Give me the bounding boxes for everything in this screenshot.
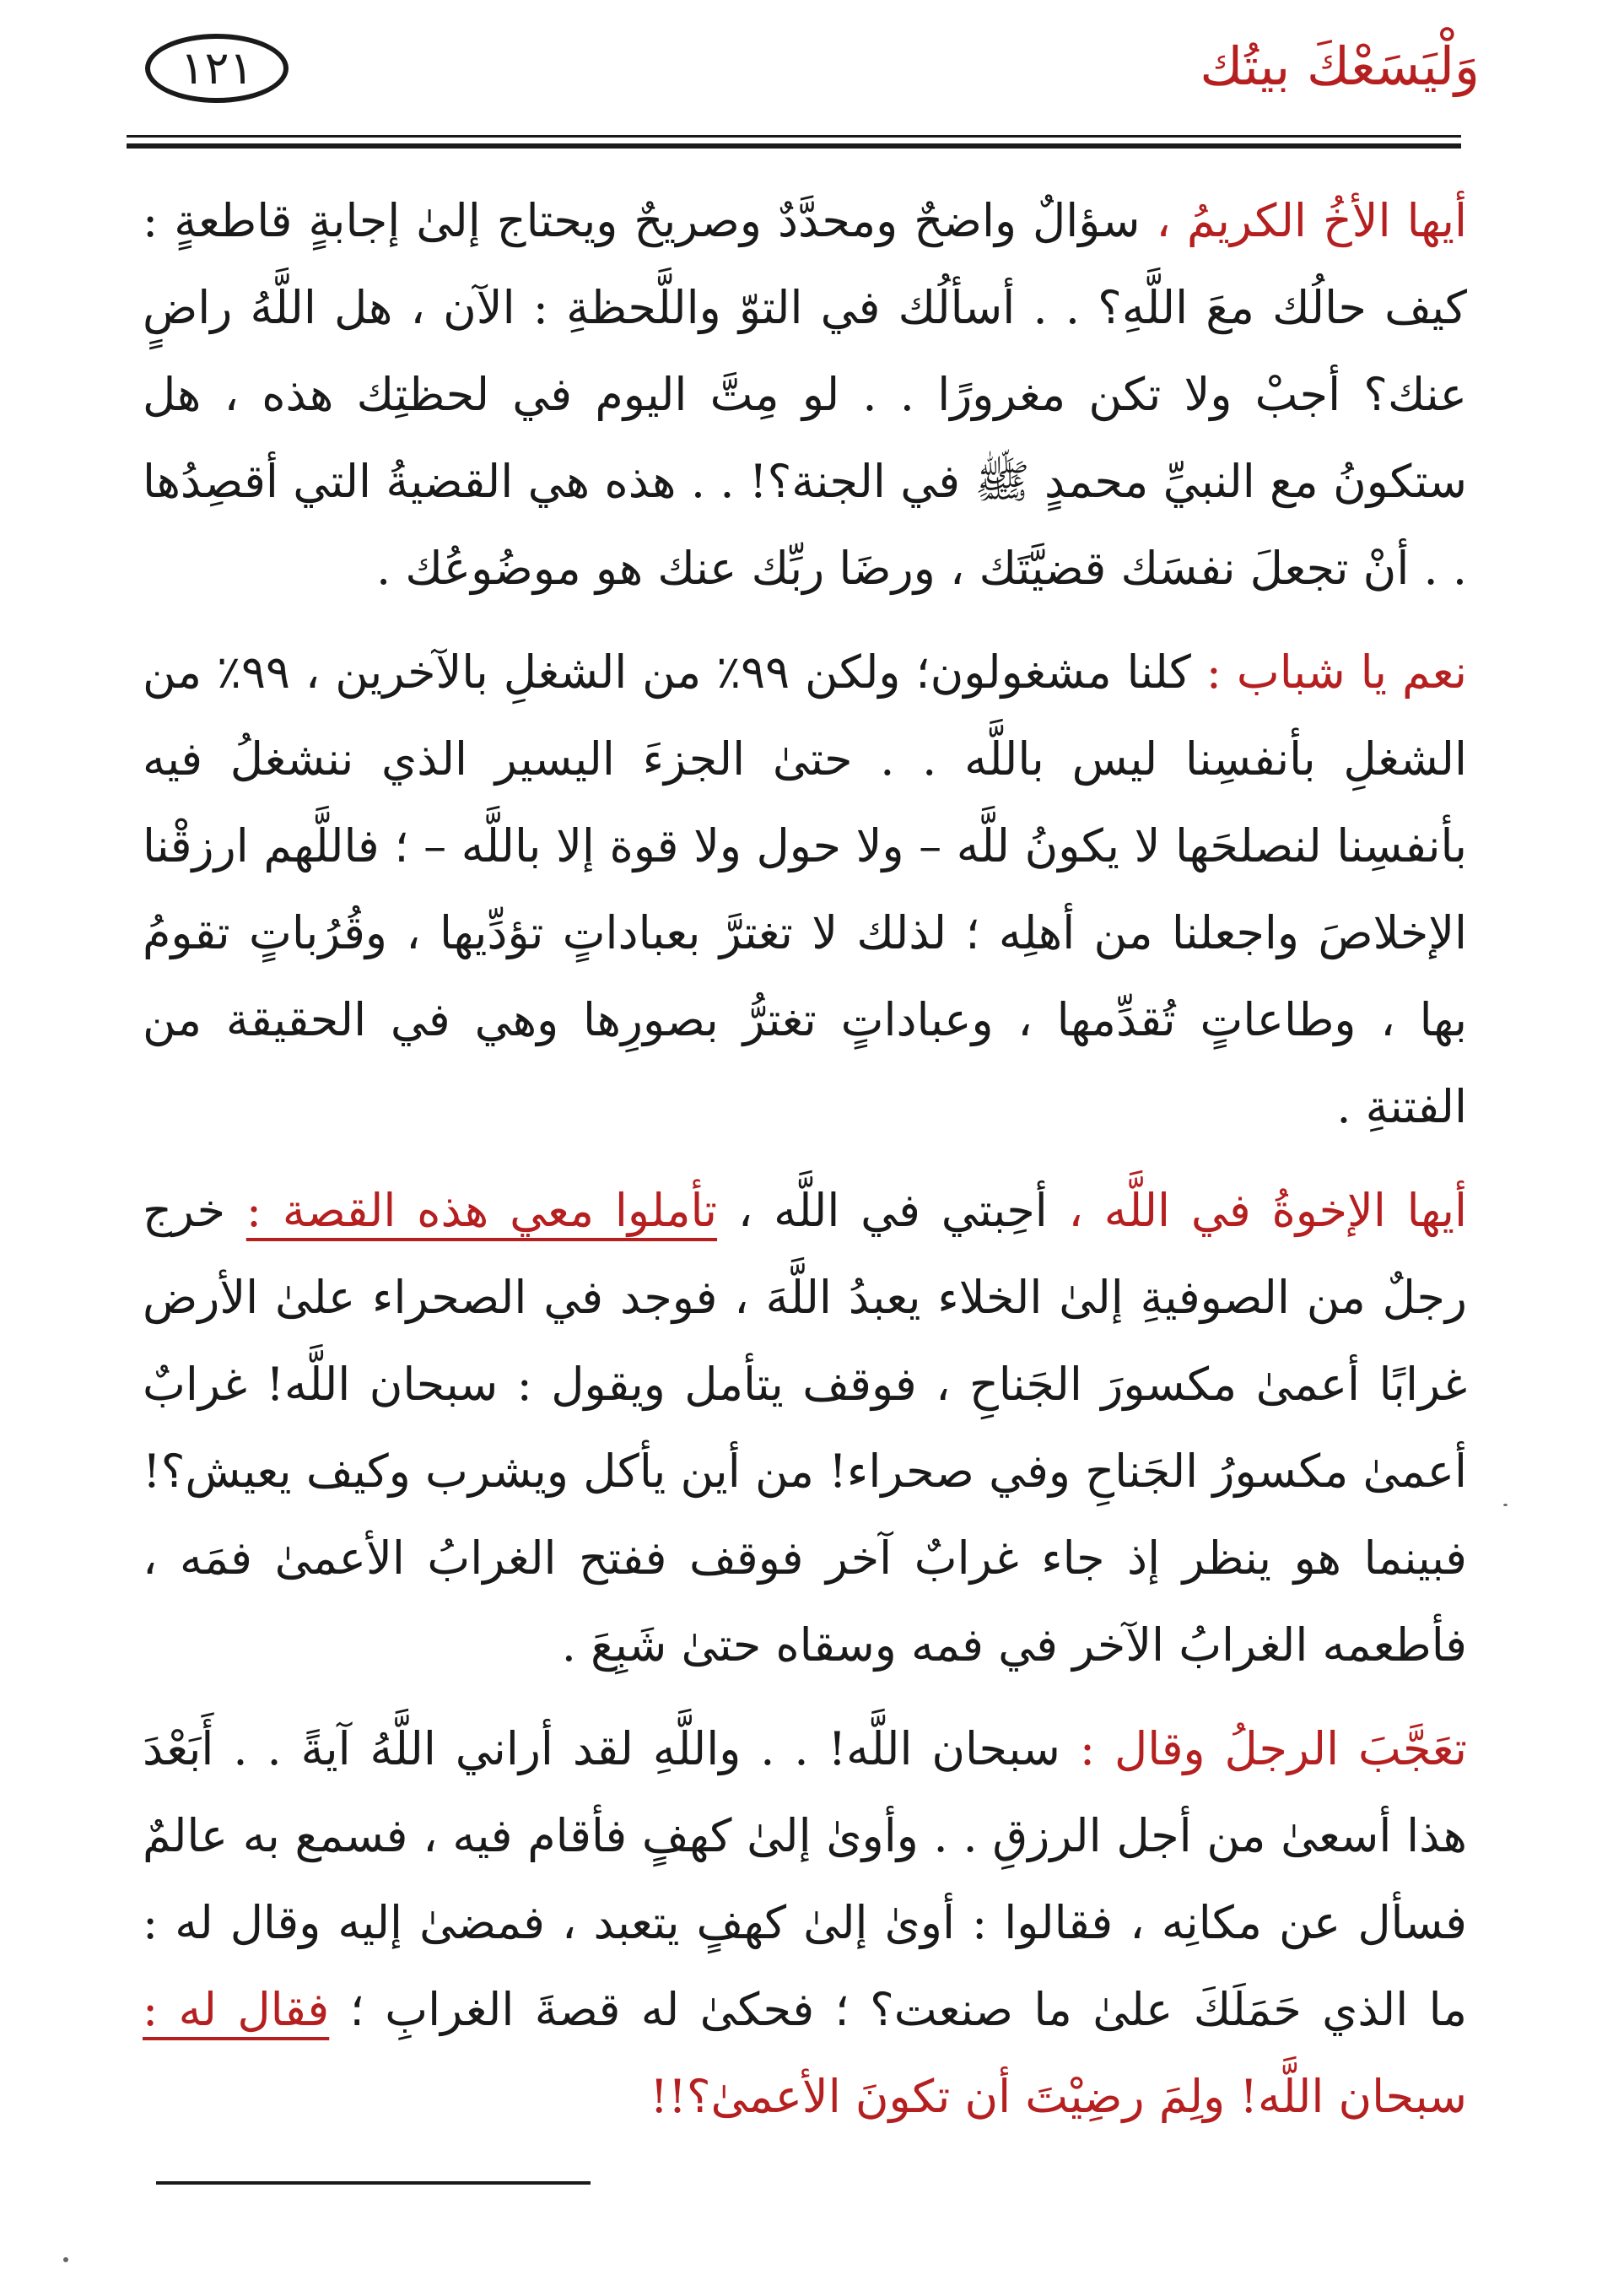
- paragraph-lead: تعَجَّبَ الرجلُ وقال :: [1079, 1722, 1467, 1775]
- paragraph-lead-underlined: فقال له :: [143, 1983, 330, 2036]
- paragraph-lead: أيها الإخوةُ في اللَّه ،: [1068, 1184, 1468, 1237]
- paragraph-body: خرج رجلٌ من الصوفيةِ إلىٰ الخلاء يعبدُ اللَّهَ ، فوجد في الصحراء علىٰ الأرض غرابًا أعمىٰ مكسورَ الجَناحِ ، فوقف يتأمل ويقول : سبحان اللَّه! غرابٌ أعمىٰ مكسورُ الجَناحِ وفي صحراء! من أين يأكل ويشرب وكيف يعيش؟! فبينما هو ينظر إذ جاء غرابٌ آخر فوقف ففتح الغرابُ الأعمىٰ فمَه ، فأطعمه الغرابُ الآخر في فمه وسقاه حتىٰ شَبِعَ .: [143, 1184, 1467, 1672]
- paragraph-body: سبحان اللَّه! . . واللَّهِ لقد أراني اللَّهُ آيةً . . أَبَعْدَ هذا أسعىٰ من أجل الرزقِ . . وأوىٰ إلىٰ كهفٍ فأقام فيه ، فسمع به عالمٌ فسأل عن مكانِه ، فقالوا : أوىٰ إلىٰ كهفٍ يتعبد ، فمضىٰ إليه وقال له : ما الذي حَمَلَكَ علىٰ ما صنعت؟ ؛ فحكىٰ له قصةَ الغرابِ ؛: [143, 1722, 1467, 2036]
- body-text: [143, 177, 1467, 2157]
- paragraph-body: كلنا مشغولون؛ ولكن ٩٩٪ من الشغلِ بالآخرين ، ٩٩٪ من الشغلِ بأنفسِنا ليس باللَّه . . حتىٰ الجزءَ اليسير الذي ننشغلُ فيه بأنفسِنا لنصلحَها لا يكونُ للَّه – ولا حول ولا قوة إلا باللَّه – ؛ فاللَّهم ارزقْنا الإخلاصَ واجعلنا من أهلِه ؛ لذلك لا تغترَّ بعباداتٍ تؤدِّيها ، وقُرُباتٍ تقومُ بها ، وطاعاتٍ تُقدِّمها ، وعباداتٍ تغترُّ بصورِها وهي في الحقيقة من الفتنةِ .: [143, 646, 1467, 1133]
- end-rule: [156, 2181, 591, 2185]
- paragraph-lead-underlined: تأملوا معي هذه القصة :: [245, 1184, 718, 1237]
- paragraph-body: سؤالٌ واضحٌ ومحدَّدٌ وصريحٌ ويحتاج إلىٰ إجابةٍ قاطعةٍ : كيف حالُك معَ اللَّهِ؟ . . أسألُك في التوّ واللَّحظةِ : الآن ، هل اللَّهُ راضٍ عنك؟ أجبْ ولا تكن مغرورًا . . لو مِتَّ اليوم في لحظتِك هذه ، هل ستكونُ مع النبيِّ محمدٍ ﷺ في الجنة؟! . . هذه هي القضيةُ التي أقصِدُها . . أنْ تجعلَ نفسَك قضيَّتَك ، ورضَا ربِّك عنك هو موضُوعُك .: [143, 194, 1467, 595]
- header-rule-thick: [127, 143, 1461, 149]
- scan-speck: [63, 2257, 68, 2262]
- closing-quote: سبحان اللَّه! ولِمَ رضِيْتَ أن تكونَ الأعمىٰ؟!!: [650, 2070, 1467, 2123]
- header-rule-thin: [127, 135, 1461, 138]
- running-title: وَلْيَسَعْكَ بيتُك: [1200, 35, 1480, 97]
- paragraph-3: [143, 1167, 1467, 1688]
- paragraph-2: [143, 629, 1467, 1150]
- paragraph-4: [143, 1705, 1467, 2140]
- paragraph-mid: أحِبتي في اللَّه ،: [717, 1184, 1069, 1237]
- scan-speck: [1503, 1504, 1508, 1506]
- page-number-badge: [145, 34, 289, 103]
- page-number: ١٢١: [180, 41, 254, 95]
- paragraph-1: [143, 177, 1467, 612]
- paragraph-lead: أيها الأخُ الكريمُ ،: [1156, 194, 1467, 247]
- paragraph-lead: نعم يا شباب :: [1206, 646, 1467, 699]
